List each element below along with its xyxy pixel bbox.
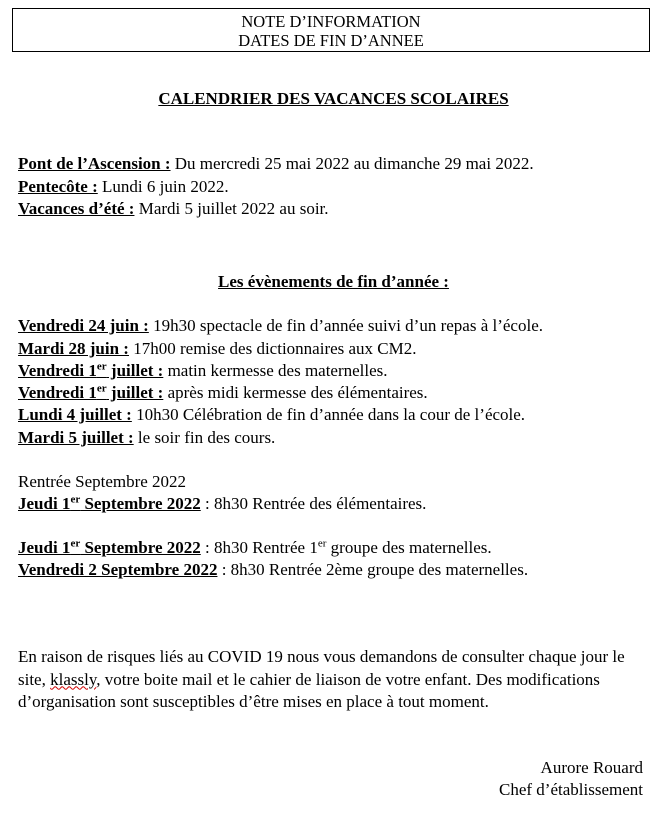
klassly-word: klassly bbox=[50, 669, 97, 689]
header-line-2: DATES DE FIN D’ANNEE bbox=[238, 31, 424, 50]
rentree-item-elementaires: Jeudi 1er Septembre 2022 : 8h30 Rentrée des élémentaires. bbox=[18, 493, 427, 513]
event-item-fin-cours: Mardi 5 juillet : le soir fin des cours. bbox=[18, 428, 276, 447]
covid-paragraph: En raison de risques liés au COVID 19 nous vous demandons de consulter chaque jour le site, klassly, votre boite mail et le cahier de liaison de votre enfant. Des modifications d’organisation sont susceptibles d’être mises en place à tout moment. bbox=[18, 647, 625, 711]
header-box bbox=[12, 8, 650, 52]
rentree-item-maternelles-2: Vendredi 2 Septembre 2022 : 8h30 Rentrée 2ème groupe des maternelles. bbox=[18, 560, 529, 579]
event-item-kermesse-elementaires: Vendredi 1er juillet : après midi kermesse des élémentaires. bbox=[18, 382, 428, 402]
rentree-item-maternelles-1: Jeudi 1er Septembre 2022 : 8h30 Rentrée 1er groupe des maternelles. bbox=[18, 537, 492, 557]
events-title: Les évènements de fin d’année : bbox=[218, 272, 449, 291]
event-item-celebration: Lundi 4 juillet : 10h30 Célébration de fin d’année dans la cour de l’école. bbox=[18, 405, 526, 424]
signature-role: Chef d’établissement bbox=[499, 780, 643, 799]
calendar-item-summer: Vacances d’été : Mardi 5 juillet 2022 au soir. bbox=[18, 199, 329, 218]
header-line-1: NOTE D’INFORMATION bbox=[241, 12, 421, 31]
calendar-item-pentecote: Pentecôte : Lundi 6 juin 2022. bbox=[18, 177, 229, 196]
event-item-dictionnaires: Mardi 28 juin : 17h00 remise des dictionnaires aux CM2. bbox=[18, 339, 417, 358]
calendar-item-ascension: Pont de l’Ascension : Du mercredi 25 mai 2022 au dimanche 29 mai 2022. bbox=[18, 154, 534, 173]
calendar-title: CALENDRIER DES VACANCES SCOLAIRES bbox=[158, 89, 509, 108]
signature-name: Aurore Rouard bbox=[540, 758, 643, 777]
event-item-kermesse-maternelles: Vendredi 1er juillet : matin kermesse des maternelles. bbox=[18, 360, 388, 380]
event-item-spectacle: Vendredi 24 juin : 19h30 spectacle de fin d’année suivi d’un repas à l’école. bbox=[18, 316, 543, 335]
rentree-intro: Rentrée Septembre 2022 bbox=[18, 472, 187, 491]
